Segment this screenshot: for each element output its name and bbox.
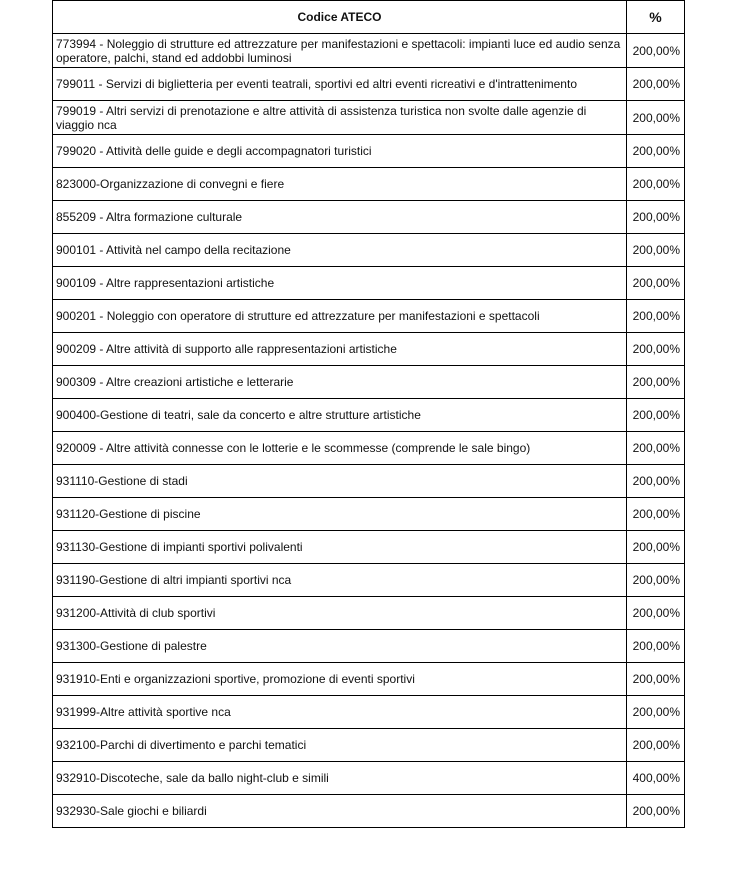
ateco-description-cell: 900109 - Altre rappresentazioni artistiche bbox=[53, 267, 627, 300]
table-row bbox=[53, 366, 685, 399]
column-header-percent: % bbox=[627, 1, 685, 34]
ateco-description-cell: 932930-Sale giochi e biliardi bbox=[53, 795, 627, 828]
ateco-description-cell: 855209 - Altra formazione culturale bbox=[53, 201, 627, 234]
percent-cell: 200,00% bbox=[627, 531, 685, 564]
ateco-description-cell: 823000-Organizzazione di convegni e fiere bbox=[53, 168, 627, 201]
percent-cell: 200,00% bbox=[627, 696, 685, 729]
table-row bbox=[53, 762, 685, 795]
ateco-description-cell: 900201 - Noleggio con operatore di strutture ed attrezzature per manifestazioni e spettacoli bbox=[53, 300, 627, 333]
percent-cell: 200,00% bbox=[627, 465, 685, 498]
table-row bbox=[53, 68, 685, 101]
table-row bbox=[53, 135, 685, 168]
table-row bbox=[53, 795, 685, 828]
ateco-description-cell: 920009 - Altre attività connesse con le lotterie e le scommesse (comprende le sale bingo) bbox=[53, 432, 627, 465]
table-row bbox=[53, 729, 685, 762]
ateco-description-cell: 931190-Gestione di altri impianti sportivi nca bbox=[53, 564, 627, 597]
percent-cell: 200,00% bbox=[627, 366, 685, 399]
percent-cell: 200,00% bbox=[627, 68, 685, 101]
percent-cell: 200,00% bbox=[627, 201, 685, 234]
table-row bbox=[53, 531, 685, 564]
percent-cell: 200,00% bbox=[627, 101, 685, 135]
column-header-codice-ateco: Codice ATECO bbox=[53, 1, 627, 34]
table-row bbox=[53, 564, 685, 597]
ateco-description-cell: 900101 - Attività nel campo della recitazione bbox=[53, 234, 627, 267]
table-row bbox=[53, 34, 685, 68]
percent-cell: 200,00% bbox=[627, 795, 685, 828]
table-header-row bbox=[53, 1, 685, 34]
percent-cell: 200,00% bbox=[627, 498, 685, 531]
ateco-description-cell: 931130-Gestione di impianti sportivi polivalenti bbox=[53, 531, 627, 564]
table-row bbox=[53, 101, 685, 135]
table-row bbox=[53, 201, 685, 234]
ateco-description-cell: 799020 - Attività delle guide e degli accompagnatori turistici bbox=[53, 135, 627, 168]
table-row bbox=[53, 267, 685, 300]
table-row bbox=[53, 696, 685, 729]
table-row bbox=[53, 498, 685, 531]
table-row bbox=[53, 234, 685, 267]
table-row bbox=[53, 465, 685, 498]
percent-cell: 200,00% bbox=[627, 597, 685, 630]
ateco-description-cell: 931200-Attività di club sportivi bbox=[53, 597, 627, 630]
ateco-description-cell: 773994 - Noleggio di strutture ed attrezzature per manifestazioni e spettacoli: impianti luce ed audio senza operatore, palchi, stand ed addobbi luminosi bbox=[53, 34, 627, 68]
table-row bbox=[53, 597, 685, 630]
ateco-description-cell: 900209 - Altre attività di supporto alle rappresentazioni artistiche bbox=[53, 333, 627, 366]
ateco-description-cell: 799011 - Servizi di biglietteria per eventi teatrali, sportivi ed altri eventi ricreativi e d'intrattenimento bbox=[53, 68, 627, 101]
table-row bbox=[53, 399, 685, 432]
ateco-description-cell: 900309 - Altre creazioni artistiche e letterarie bbox=[53, 366, 627, 399]
ateco-description-cell: 931910-Enti e organizzazioni sportive, promozione di eventi sportivi bbox=[53, 663, 627, 696]
percent-cell: 400,00% bbox=[627, 762, 685, 795]
ateco-description-cell: 931120-Gestione di piscine bbox=[53, 498, 627, 531]
percent-cell: 200,00% bbox=[627, 564, 685, 597]
table-row bbox=[53, 663, 685, 696]
percent-cell: 200,00% bbox=[627, 135, 685, 168]
percent-cell: 200,00% bbox=[627, 234, 685, 267]
ateco-table bbox=[52, 0, 685, 828]
percent-cell: 200,00% bbox=[627, 432, 685, 465]
ateco-description-cell: 932100-Parchi di divertimento e parchi tematici bbox=[53, 729, 627, 762]
ateco-description-cell: 799019 - Altri servizi di prenotazione e altre attività di assistenza turistica non svolte dalle agenzie di viaggio nca bbox=[53, 101, 627, 135]
table-row bbox=[53, 168, 685, 201]
percent-cell: 200,00% bbox=[627, 300, 685, 333]
ateco-description-cell: 931300-Gestione di palestre bbox=[53, 630, 627, 663]
percent-cell: 200,00% bbox=[627, 168, 685, 201]
table-row bbox=[53, 333, 685, 366]
ateco-description-cell: 931110-Gestione di stadi bbox=[53, 465, 627, 498]
ateco-description-cell: 932910-Discoteche, sale da ballo night-club e simili bbox=[53, 762, 627, 795]
percent-cell: 200,00% bbox=[627, 399, 685, 432]
percent-cell: 200,00% bbox=[627, 729, 685, 762]
ateco-description-cell: 931999-Altre attività sportive nca bbox=[53, 696, 627, 729]
table-row bbox=[53, 630, 685, 663]
table-row bbox=[53, 300, 685, 333]
ateco-description-cell: 900400-Gestione di teatri, sale da concerto e altre strutture artistiche bbox=[53, 399, 627, 432]
percent-cell: 200,00% bbox=[627, 630, 685, 663]
percent-cell: 200,00% bbox=[627, 663, 685, 696]
percent-cell: 200,00% bbox=[627, 267, 685, 300]
table-row bbox=[53, 432, 685, 465]
percent-cell: 200,00% bbox=[627, 34, 685, 68]
percent-cell: 200,00% bbox=[627, 333, 685, 366]
